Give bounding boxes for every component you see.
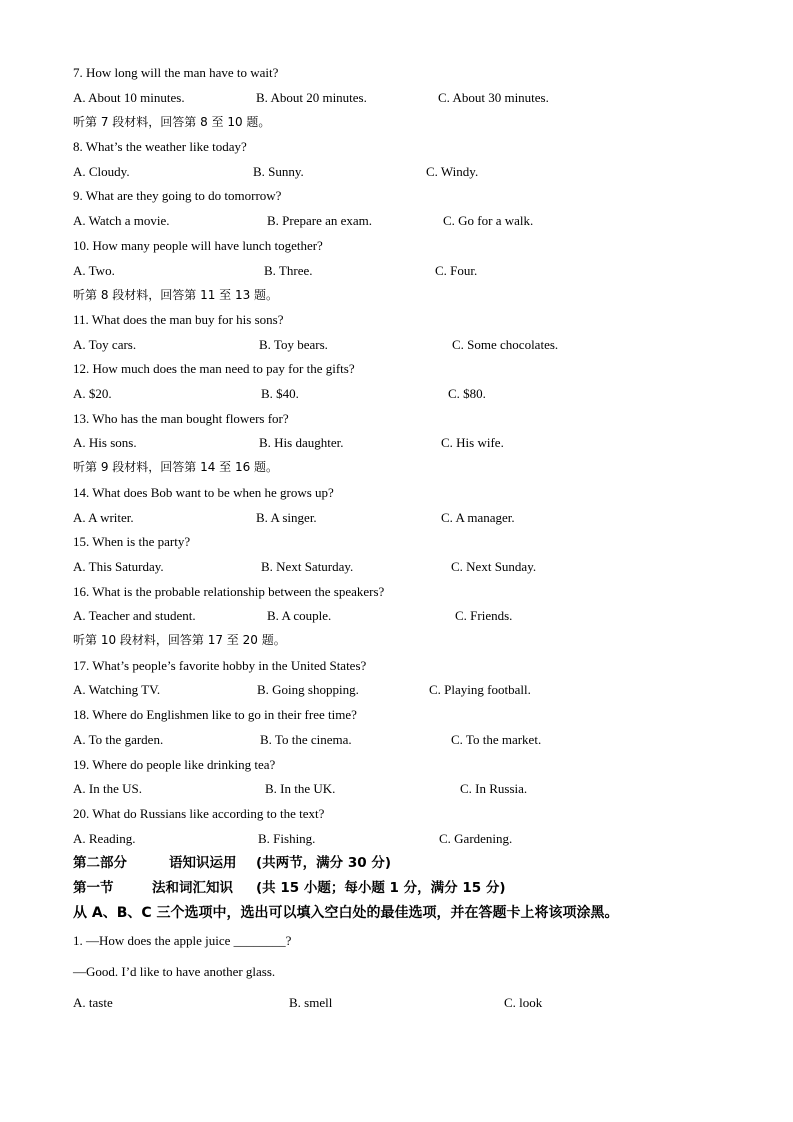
question-text: 1. —How does the apple juice ________? [73,933,292,948]
question-text: 16. What is the probable relationship between the speakers? [73,584,385,599]
option-c: C. In Russia. [460,781,528,796]
option-c: C. Friends. [455,608,513,623]
option-c: C. A manager. [441,510,515,525]
option-b: B. A singer. [256,510,317,525]
option-a: A. Toy cars. [73,337,137,352]
part-label: 第二部分 [73,855,127,871]
option-c: C. About 30 minutes. [438,90,549,105]
option-a: A. To the garden. [73,732,164,747]
option-a: A. Two. [73,263,115,278]
option-b: B. A couple. [267,608,332,623]
option-c: C. To the market. [451,732,542,747]
option-c: C. Four. [435,263,478,278]
option-a: A. This Saturday. [73,559,164,574]
option-a: A. Reading. [73,831,136,846]
question-text: 14. What does Bob want to be when he grows up? [73,485,334,500]
option-b: B. Going shopping. [257,682,359,697]
option-b: B. About 20 minutes. [256,90,367,105]
option-a: A. Watch a movie. [73,213,170,228]
option-b: B. $40. [261,386,299,401]
option-b: B. Fishing. [258,831,316,846]
option-a: A. $20. [73,386,112,401]
option-b: B. In the UK. [265,781,336,796]
section-note: (共 15 小题；每小题 1 分，满分 15 分) [256,880,506,896]
option-c: C. $80. [448,386,486,401]
option-b: B. Toy bears. [259,337,328,352]
option-c: C. Gardening. [439,831,513,846]
option-b: B. Three. [264,263,313,278]
option-c: C. Some chocolates. [452,337,559,352]
option-c: C. His wife. [441,435,504,450]
question-text: 17. What’s people’s favorite hobby in the United States? [73,658,367,673]
option-b: B. Next Saturday. [261,559,354,574]
option-b: B. smell [289,995,333,1010]
option-b: B. To the cinema. [260,732,352,747]
option-c: C. Go for a walk. [443,213,534,228]
option-c: C. Windy. [426,164,479,179]
option-a: A. taste [73,995,113,1010]
question-text: 19. Where do people like drinking tea? [73,757,276,772]
option-a: A. Teacher and student. [73,608,196,623]
option-c: C. look [504,995,543,1010]
option-b: B. His daughter. [259,435,344,450]
section-label: 第一节 [73,880,114,896]
option-c: C. Playing football. [429,682,531,697]
option-a: A. In the US. [73,781,142,796]
option-a: A. About 10 minutes. [73,90,185,105]
exam-page: 7. How long will the man have to wait? A. About 10 minutes. B. About 20 minutes. C. About 30 minutes. 听第 7 段材料，回答第 8 至 10 题。 8. What’s the weather like today? A. Cloudy. B. Sunny. C. Windy. 9. What are they going to do tomorrow? A. Watch a movie. B. Prepare an exam. C. Go for a walk. 10. How many people will have lunch together? A. Two. B. Three. C. Four. 听第 8 段材料，回答第 11 至 13 题。 11. What does the man buy for his sons? A. Toy cars. B. Toy bears. C. Some chocolates. 12. How much does the man need to pay for the gifts? A. $20. B. $40. C. $80. 13. Who has the man bought flowers for? A. His sons. B. His daughter. C. His wife. 听第 9 段材料，回答第 14 至 16 题。 14. What does Bob want to be when he grows up? A. A writer. B. A singer. C. A manager. 15. When is the party? A. This Saturday. B. Next Saturday. C. Next Sunday. 16. What is the probable relationship between the speakers? A. Teacher and student. B. A couple. C. Friends. 听第 10 段材料，回答第 17 至 20 题。 17. What’s people’s favorite hobby in the United States? A. Watching TV. B. Going shopping. C. Playing football. 18. Where do Englishmen like to go in their free time? A. To the garden. B. To the cinema. C. To the market. 19. Where do people like drinking tea? A. In the US. B. In the UK. C. In Russia. 20. What do Russians like according to the text? A. Reading. B. Fishing. C. Gardening. 第二部分 语知识运用 (共两节，满分 30 分) 第一节 法和词汇知识 (共 15 小题；每小题 1 分，满分 15 分) 从 A、B、C 三个选项中，选出可以填入空白处的最佳选项，并在答题卡上将该项涂黑。 1. —How does the apple juice ________? —Good. I’d like to have another glass. A. taste B. smell C. look [0,0,793,1122]
option-a: A. His sons. [73,435,137,450]
question-text: 18. Where do Englishmen like to go in their free time? [73,707,357,722]
question-text: 9. What are they going to do tomorrow? [73,188,282,203]
question-text: 20. What do Russians like according to the text? [73,806,325,821]
part-title: 语知识运用 [169,855,237,871]
option-a: A. A writer. [73,510,134,525]
question-text: 8. What’s the weather like today? [73,139,247,154]
part-note: (共两节，满分 30 分) [256,855,392,871]
question-text: 10. How many people will have lunch together? [73,238,323,253]
question-text: 12. How much does the man need to pay for the gifts? [73,361,355,376]
question-text: 13. Who has the man bought flowers for? [73,411,289,426]
question-text: 11. What does the man buy for his sons? [73,312,284,327]
option-c: C. Next Sunday. [451,559,537,574]
option-a: A. Cloudy. [73,164,130,179]
option-b: B. Sunny. [253,164,304,179]
option-b: B. Prepare an exam. [267,213,373,228]
question-text: 7. How long will the man have to wait? [73,65,279,80]
section-title: 法和词汇知识 [152,880,233,896]
reply-text: —Good. I’d like to have another glass. [73,964,276,979]
question-text: 15. When is the party? [73,534,191,549]
option-a: A. Watching TV. [73,682,161,697]
